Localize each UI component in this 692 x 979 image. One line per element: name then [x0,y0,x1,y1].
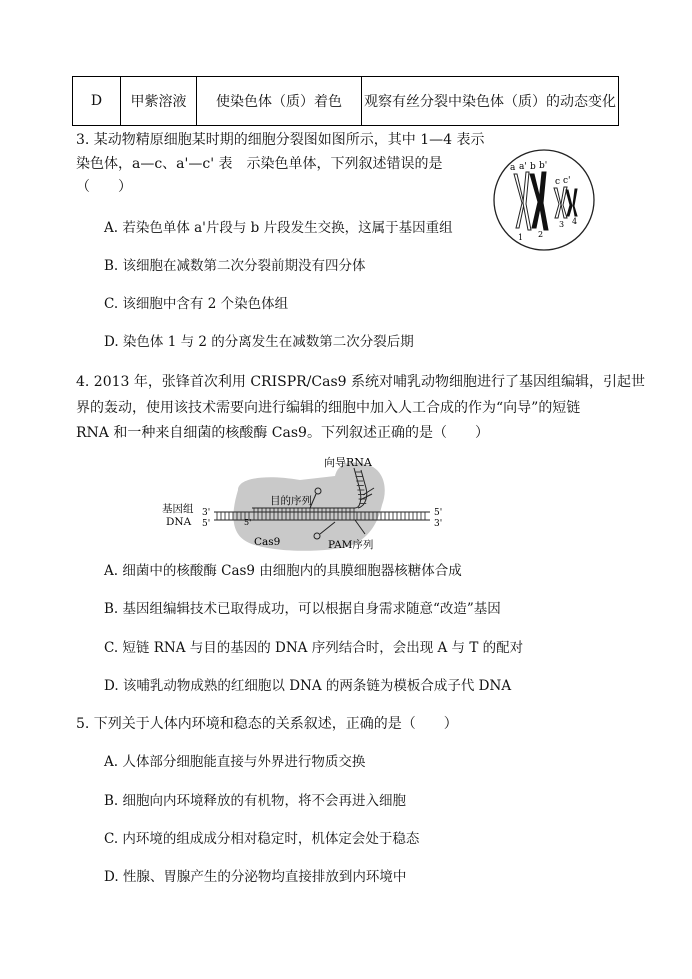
label-2: 2 [538,230,544,239]
label-c: c [555,177,561,187]
label-3: 3 [559,220,565,229]
label-genome-dna-1: 基因组 [162,503,194,515]
label-target-sequence: 目的序列 [270,495,312,507]
q4-option-c: C. 短链 RNA 与目的基因的 DNA 序列结合时，会出现 A 与 T 的配对 [104,640,524,656]
experiment-table [72,76,619,126]
q3-option-c: C. 该细胞中含有 2 个染色体组 [104,296,289,312]
label-a-prime: a' [519,162,527,172]
q3-option-b: B. 该细胞在减数第二次分裂前期没有四分体 [104,258,366,274]
label-pam: PAM序列 [328,539,374,551]
cell-division-figure [492,148,596,252]
label-genome-dna-2: DNA [166,516,192,528]
label-right-bottom-end: 3' [434,519,443,529]
chromosome-4 [566,189,577,216]
q4-stem-line1: 4. 2013 年，张锋首次利用 CRISPR/Cas9 系统对哺乳动物细胞进行了基因组编辑，引起世 [76,374,645,390]
chromosome-2 [530,172,548,230]
label-c-prime: c' [563,176,571,186]
label-b: b [530,162,536,172]
table-cell-purpose: 使染色体（质）着色 [197,77,362,126]
table-cell-observation: 观察有丝分裂中染色体（质）的动态变化 [362,77,619,126]
label-left-top-end: 3' [202,508,211,518]
table-cell-reagent: 甲紫溶液 [121,77,197,126]
q4-option-b: B. 基因组编辑技术已取得成功，可以根据自身需求随意“改造”基因 [104,601,501,617]
q3-stem-line1: 3. 某动物精原细胞某时期的细胞分裂图如图所示，其中 1—4 表示 [76,132,485,148]
q3-option-a: A. 若染色单体 a'片段与 b 片段发生交换，这属于基因重组 [104,220,453,236]
label-inner-5: 5' [244,518,252,527]
table-row [73,77,619,126]
table-cell-option: D [73,77,121,126]
q5-stem: 5. 下列关于人体内环境和稳态的关系叙述，正确的是（ ） [76,716,458,732]
q3-option-d: D. 染色体 1 与 2 的分离发生在减数第二次分裂后期 [104,334,414,350]
label-right-top-end: 5' [434,508,443,518]
label-guide-rna: 向导RNA [324,456,372,469]
q5-option-b: B. 细胞向内环境释放的有机物，将不会再进入细胞 [104,793,407,809]
label-b-prime: b' [539,161,548,171]
q5-option-c: C. 内环境的组成成分相对稳定时，机体定会处于稳态 [104,831,420,847]
crispr-cas9-figure [160,450,450,556]
chromosome-3 [554,187,567,218]
q3-paren: （ ） [76,179,132,195]
q3-stem-line2: 染色体，a—c、a'—c' 表 示染色单体，下列叙述错误的是 [76,156,443,172]
q4-stem-line2: 界的轰动，使用该技术需要向进行编辑的细胞中加入人工合成的作为“向导”的短链 [76,400,581,416]
label-4: 4 [572,217,578,226]
chromosome-1 [514,172,531,230]
q4-stem-line3: RNA 和一种来自细菌的核酸酶 Cas9。下列叙述正确的是（ ） [76,425,489,441]
q4-option-a: A. 细菌中的核酸酶 Cas9 由细胞内的具膜细胞器核糖体合成 [104,563,462,579]
q5-option-a: A. 人体部分细胞能直接与外界进行物质交换 [104,754,366,770]
label-1: 1 [518,233,524,242]
label-cas9: Cas9 [254,536,281,548]
label-left-bottom-end: 5' [202,519,211,529]
q4-option-d: D. 该哺乳动物成熟的红细胞以 DNA 的两条链为模板合成子代 DNA [104,678,512,694]
q5-option-d: D. 性腺、胃腺产生的分泌物均直接排放到内环境中 [104,869,407,885]
label-a: a [510,163,516,173]
